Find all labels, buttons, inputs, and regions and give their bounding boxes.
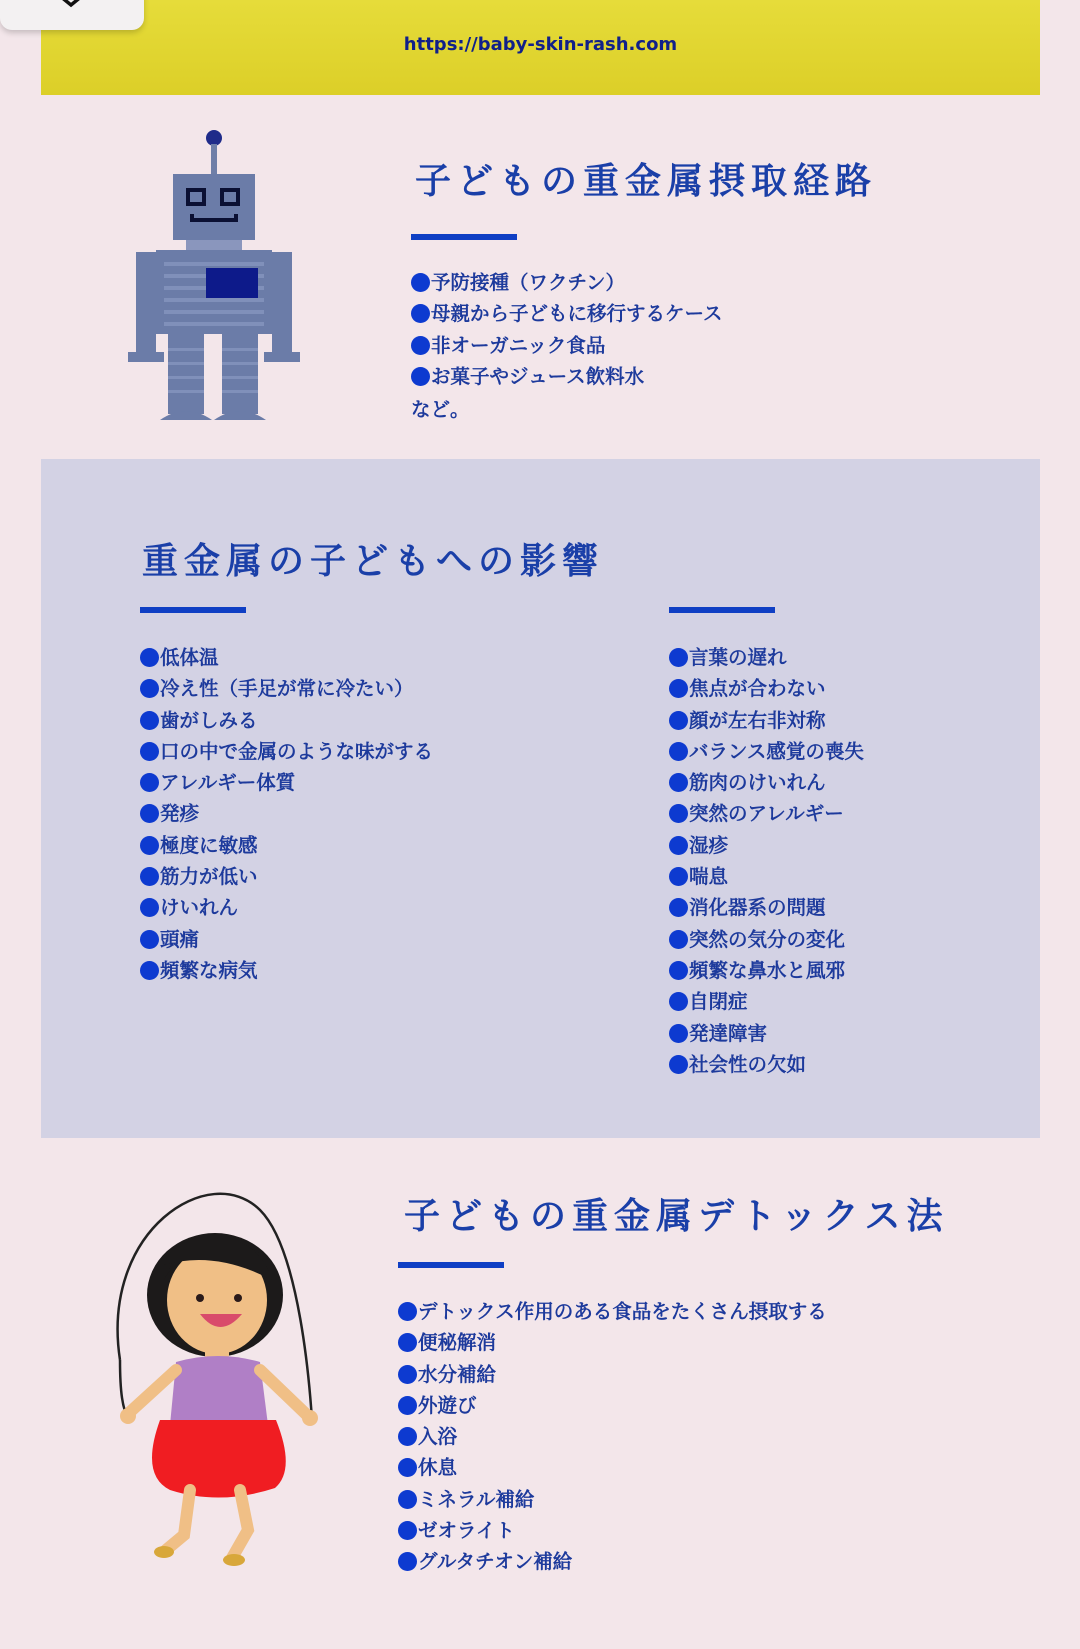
bullet-icon: [669, 961, 688, 980]
bullet-icon: [411, 304, 430, 323]
bullet-icon: [140, 773, 159, 792]
list-item: 頻繁な鼻水と風邪: [669, 955, 864, 986]
bullet-icon: [140, 742, 159, 761]
list-item: 突然のアレルギー: [669, 798, 864, 829]
list-item: 頭痛: [140, 924, 433, 955]
section-title-effects: 重金属の子どもへの影響: [142, 541, 605, 582]
list-item: 社会性の欠如: [669, 1049, 864, 1080]
list-item: 発疹: [140, 798, 433, 829]
site-url[interactable]: https://baby-skin-rash.com: [403, 34, 678, 55]
list-item: 冷え性（手足が常に冷たい）: [140, 673, 433, 704]
list-item: 極度に敏感: [140, 830, 433, 861]
list-item: お菓子やジュース飲料水: [411, 361, 723, 392]
bullet-icon: [140, 804, 159, 823]
bullet-icon: [398, 1396, 417, 1415]
close-button[interactable]: [0, 0, 144, 30]
bullet-icon: [140, 836, 159, 855]
robot-illustration: [118, 120, 308, 440]
list-item: 湿疹: [669, 830, 864, 861]
bullet-icon: [669, 867, 688, 886]
list-item: 言葉の遅れ: [669, 642, 864, 673]
intake-note: など。: [411, 398, 470, 421]
list-item: 突然の気分の変化: [669, 924, 864, 955]
bullet-icon: [398, 1333, 417, 1352]
title-underline-left: [140, 607, 246, 613]
list-item: 筋力が低い: [140, 861, 433, 892]
bullet-icon: [398, 1302, 417, 1321]
list-item: 焦点が合わない: [669, 673, 864, 704]
bullet-icon: [398, 1552, 417, 1571]
bullet-icon: [398, 1427, 417, 1446]
bullet-icon: [140, 898, 159, 917]
bullet-icon: [669, 930, 688, 949]
bullet-icon: [669, 804, 688, 823]
title-underline: [398, 1262, 504, 1268]
bullet-icon: [140, 648, 159, 667]
bullet-icon: [398, 1490, 417, 1509]
list-item: けいれん: [140, 892, 433, 923]
list-item: アレルギー体質: [140, 767, 433, 798]
title-underline: [411, 234, 517, 240]
bullet-icon: [669, 679, 688, 698]
bullet-icon: [140, 961, 159, 980]
bullet-icon: [669, 1024, 688, 1043]
girl-jump-rope-illustration: [100, 1190, 340, 1570]
bullet-icon: [140, 867, 159, 886]
list-item: 自閉症: [669, 986, 864, 1017]
bullet-icon: [140, 679, 159, 698]
list-item: グルタチオン補給: [398, 1546, 827, 1577]
effects-list-left: [140, 642, 433, 986]
list-item: バランス感覚の喪失: [669, 736, 864, 767]
list-item: 筋肉のけいれん: [669, 767, 864, 798]
section-title-intake: 子どもの重金属摂取経路: [415, 161, 878, 202]
section-title-detox: 子どもの重金属デトックス法: [404, 1196, 949, 1237]
list-item: 歯がしみる: [140, 705, 433, 736]
bullet-icon: [669, 711, 688, 730]
list-item: デトックス作用のある食品をたくさん摂取する: [398, 1296, 827, 1327]
list-item: 消化器系の問題: [669, 892, 864, 923]
bullet-icon: [411, 367, 430, 386]
bullet-icon: [398, 1521, 417, 1540]
bullet-icon: [669, 1055, 688, 1074]
list-item: 休息: [398, 1452, 827, 1483]
bullet-icon: [140, 711, 159, 730]
detox-list: [398, 1296, 827, 1578]
bullet-icon: [669, 992, 688, 1011]
bullet-icon: [669, 773, 688, 792]
intake-list: [411, 267, 723, 392]
list-item: 予防接種（ワクチン）: [411, 267, 723, 298]
bullet-icon: [140, 930, 159, 949]
list-item: 便秘解消: [398, 1327, 827, 1358]
effects-list-right: [669, 642, 864, 1080]
close-icon: [56, 0, 86, 16]
bullet-icon: [411, 273, 430, 292]
list-item: 頻繁な病気: [140, 955, 433, 986]
title-underline-right: [669, 607, 775, 613]
list-item: 外遊び: [398, 1390, 827, 1421]
list-item: 発達障害: [669, 1018, 864, 1049]
bullet-icon: [669, 898, 688, 917]
list-item: 非オーガニック食品: [411, 330, 723, 361]
bullet-icon: [398, 1365, 417, 1384]
list-item: 入浴: [398, 1421, 827, 1452]
list-item: 口の中で金属のような味がする: [140, 736, 433, 767]
list-item: 母親から子どもに移行するケース: [411, 298, 723, 329]
list-item: ミネラル補給: [398, 1484, 827, 1515]
bullet-icon: [669, 648, 688, 667]
list-item: 水分補給: [398, 1359, 827, 1390]
bullet-icon: [669, 742, 688, 761]
header-banner: [41, 0, 1040, 95]
list-item: 低体温: [140, 642, 433, 673]
bullet-icon: [398, 1458, 417, 1477]
list-item: 顔が左右非対称: [669, 705, 864, 736]
bullet-icon: [669, 836, 688, 855]
list-item: 喘息: [669, 861, 864, 892]
list-item: ゼオライト: [398, 1515, 827, 1546]
bullet-icon: [411, 336, 430, 355]
